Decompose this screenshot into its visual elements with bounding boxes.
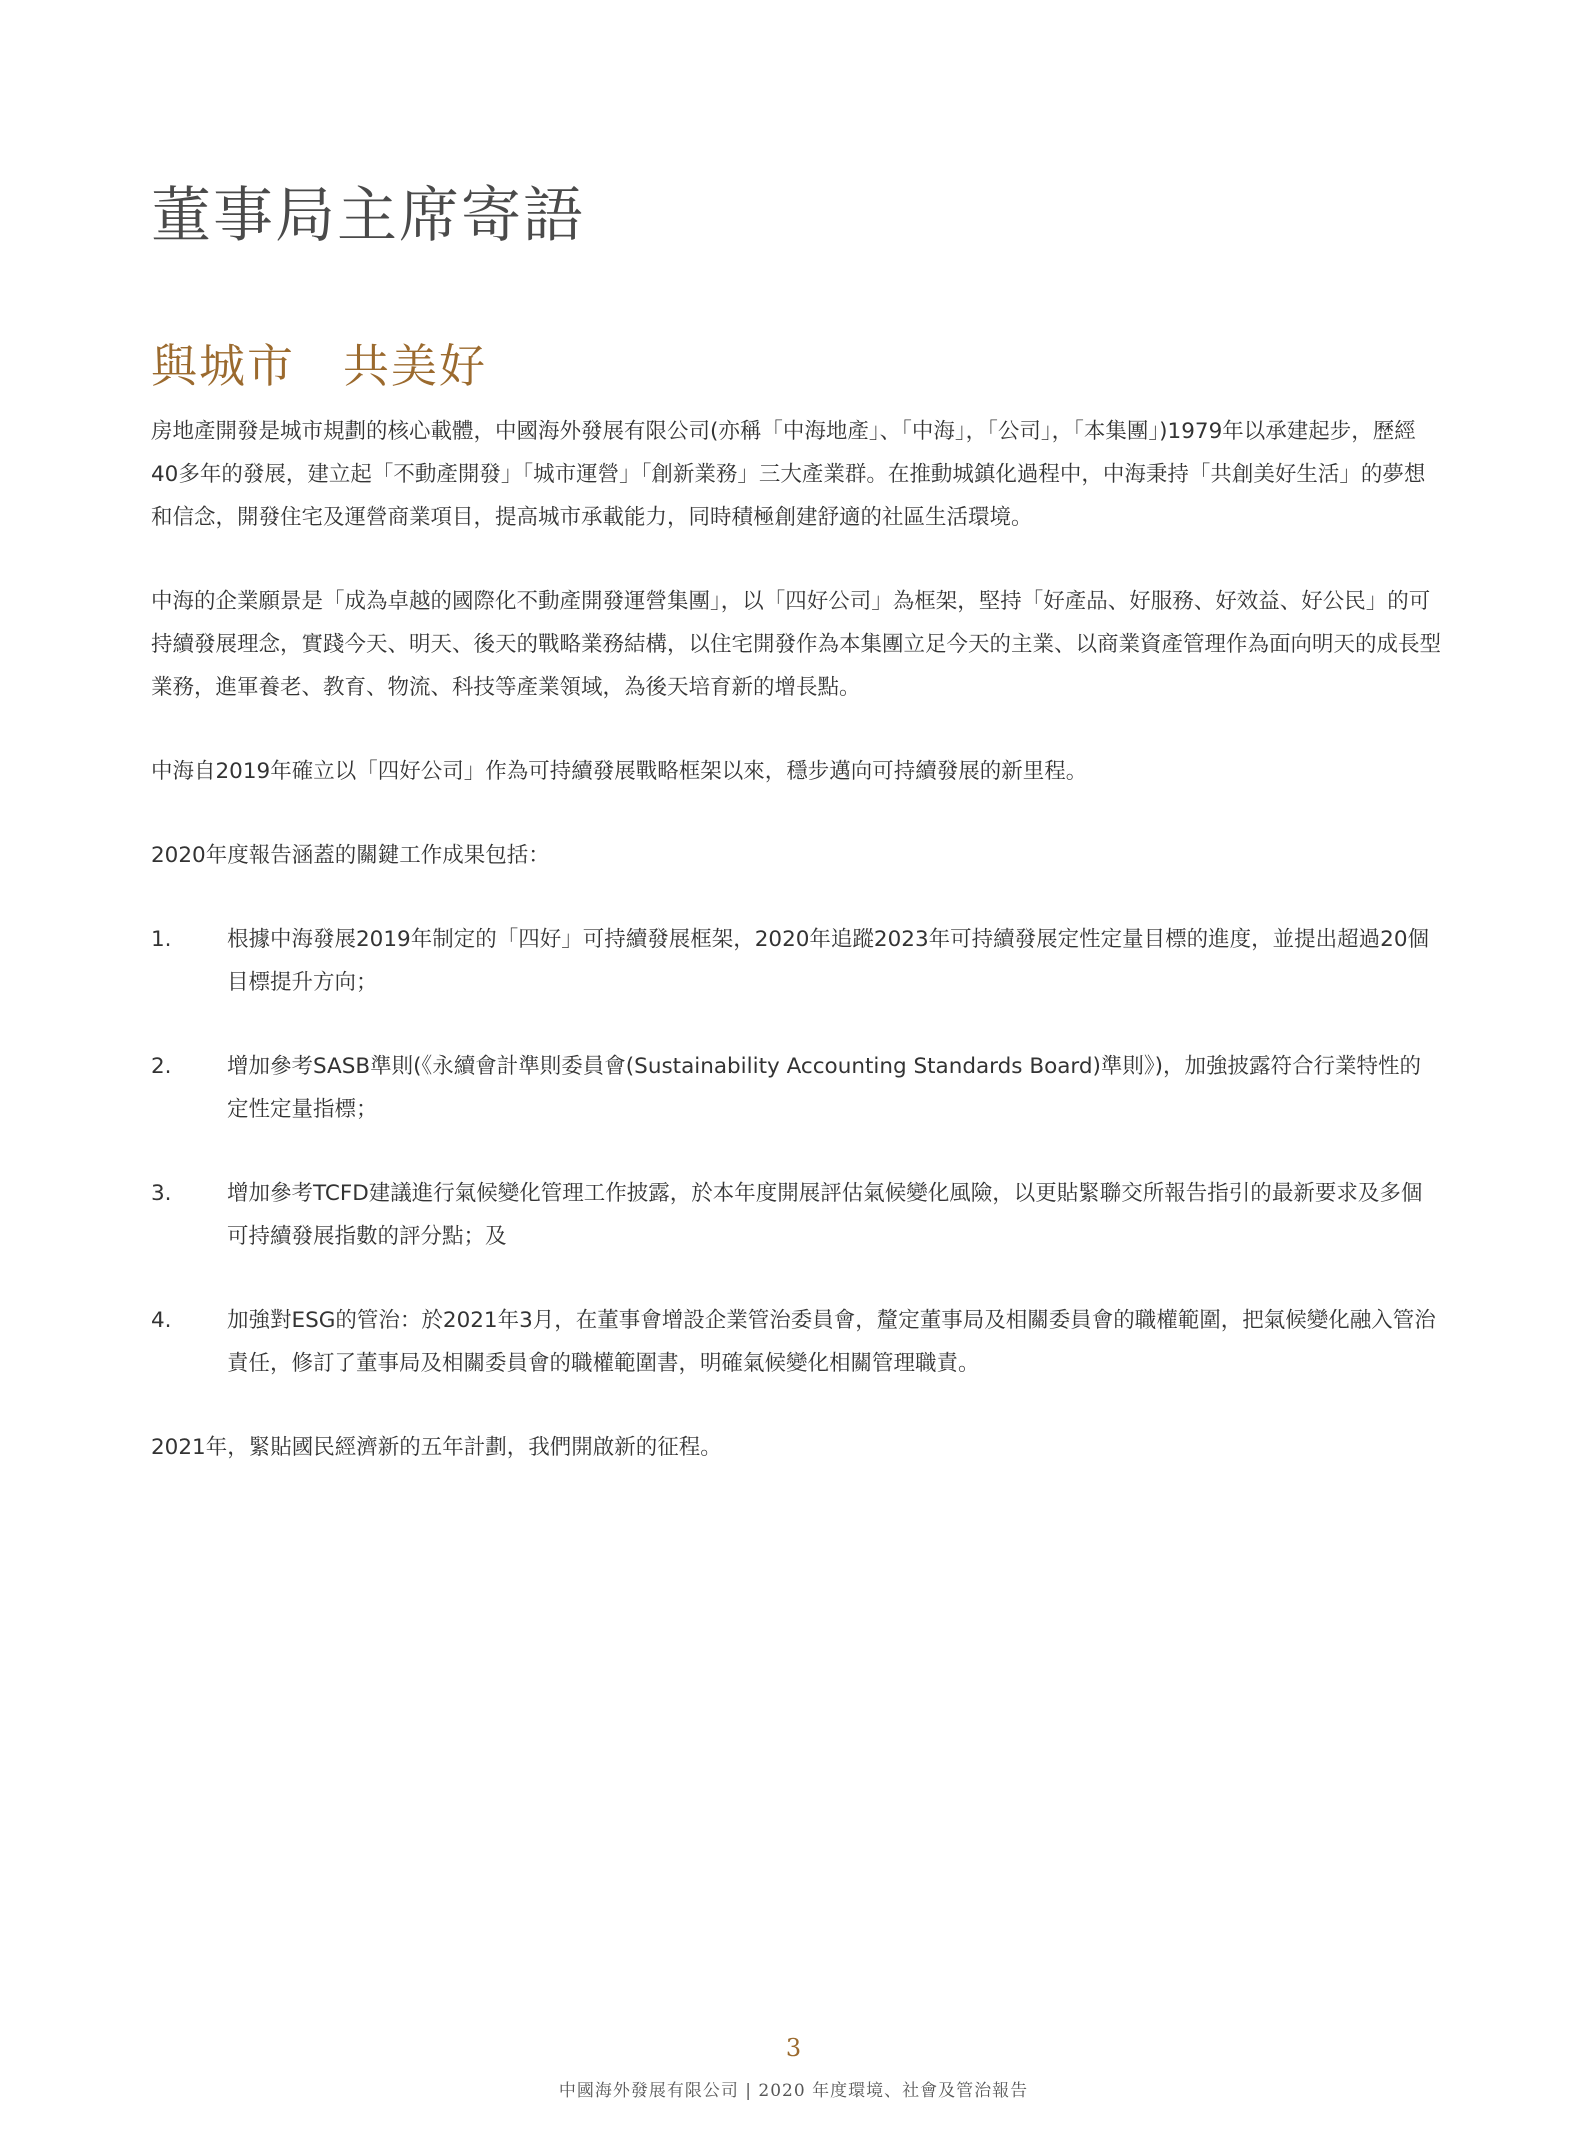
paragraph-intro: 房地產開發是城市規劃的核心載體，中國海外發展有限公司(亦稱「中海地產」、「中海」，「公司」，「本集團」)1979年以承建起步，歷經40多年的發展，建立起「不動產開發」「城市運營」「創新業務」三大產業群。在推動城鎮化過程中，中海秉持「共創美好生活」的夢想和信念，開發住宅及運營商業項目，提高城市承載能力，同時積極創建舒適的社區生活環境。 (151, 419, 1426, 530)
section-heading: 與城市 共美好 (151, 339, 487, 393)
list-item (151, 1172, 1441, 1258)
page-title: 董事局主席寄語 (151, 181, 585, 251)
list-item-text: 增加參考TCFD建議進行氣候變化管理工作披露，於本年度開展評估氣候變化風險，以更貼緊聯交所報告指引的最新要求及多個可持續發展指數的評分點；及 (227, 1181, 1423, 1249)
page-number: 3 (785, 2034, 802, 2062)
paragraph-framework: 中海自2019年確立以「四好公司」作為可持續發展戰略框架以來，穩步邁向可持續發展的新里程。 (151, 759, 1088, 784)
list-item-number: 3. (151, 1181, 172, 1206)
achievements-list (151, 918, 1441, 1385)
list-item-number: 4. (151, 1308, 172, 1333)
body-content (151, 410, 1441, 1510)
list-item (151, 1045, 1441, 1131)
list-item-text: 加強對ESG的管治：於2021年3月，在董事會增設企業管治委員會，釐定董事局及相關委員會的職權範圍，把氣候變化融入管治責任，修訂了董事局及相關委員會的職權範圍書，明確氣候變化相關管理職責。 (227, 1308, 1436, 1376)
paragraph-vision: 中海的企業願景是「成為卓越的國際化不動產開發運營集團」，以「四好公司」為框架，堅持「好產品、好服務、好效益、好公民」的可持續發展理念，實踐今天、明天、後天的戰略業務結構，以住宅開發作為本集團立足今天的主業、以商業資產管理作為面向明天的成長型業務，進軍養老、教育、物流、科技等產業領域，為後天培育新的增長點。 (151, 589, 1442, 700)
list-item-text: 根據中海發展2019年制定的「四好」可持續發展框架，2020年追蹤2023年可持續發展定性定量目標的進度，並提出超過20個目標提升方向； (227, 927, 1430, 995)
paragraph-closing: 2021年，緊貼國民經濟新的五年計劃，我們開啟新的征程。 (151, 1435, 722, 1460)
list-item (151, 918, 1441, 1004)
footer-text: 中國海外發展有限公司 | 2020 年度環境、社會及管治報告 (558, 2081, 1029, 2101)
list-item-number: 1. (151, 927, 172, 952)
list-item-text: 增加參考SASB準則(《永續會計準則委員會(Sustainability Accounting Standards Board)準則》)，加強披露符合行業特性的定性定量指標； (227, 1054, 1422, 1122)
paragraph-achievements-intro: 2020年度報告涵蓋的關鍵工作成果包括： (151, 843, 550, 868)
list-item-number: 2. (151, 1054, 172, 1079)
list-item (151, 1299, 1441, 1385)
